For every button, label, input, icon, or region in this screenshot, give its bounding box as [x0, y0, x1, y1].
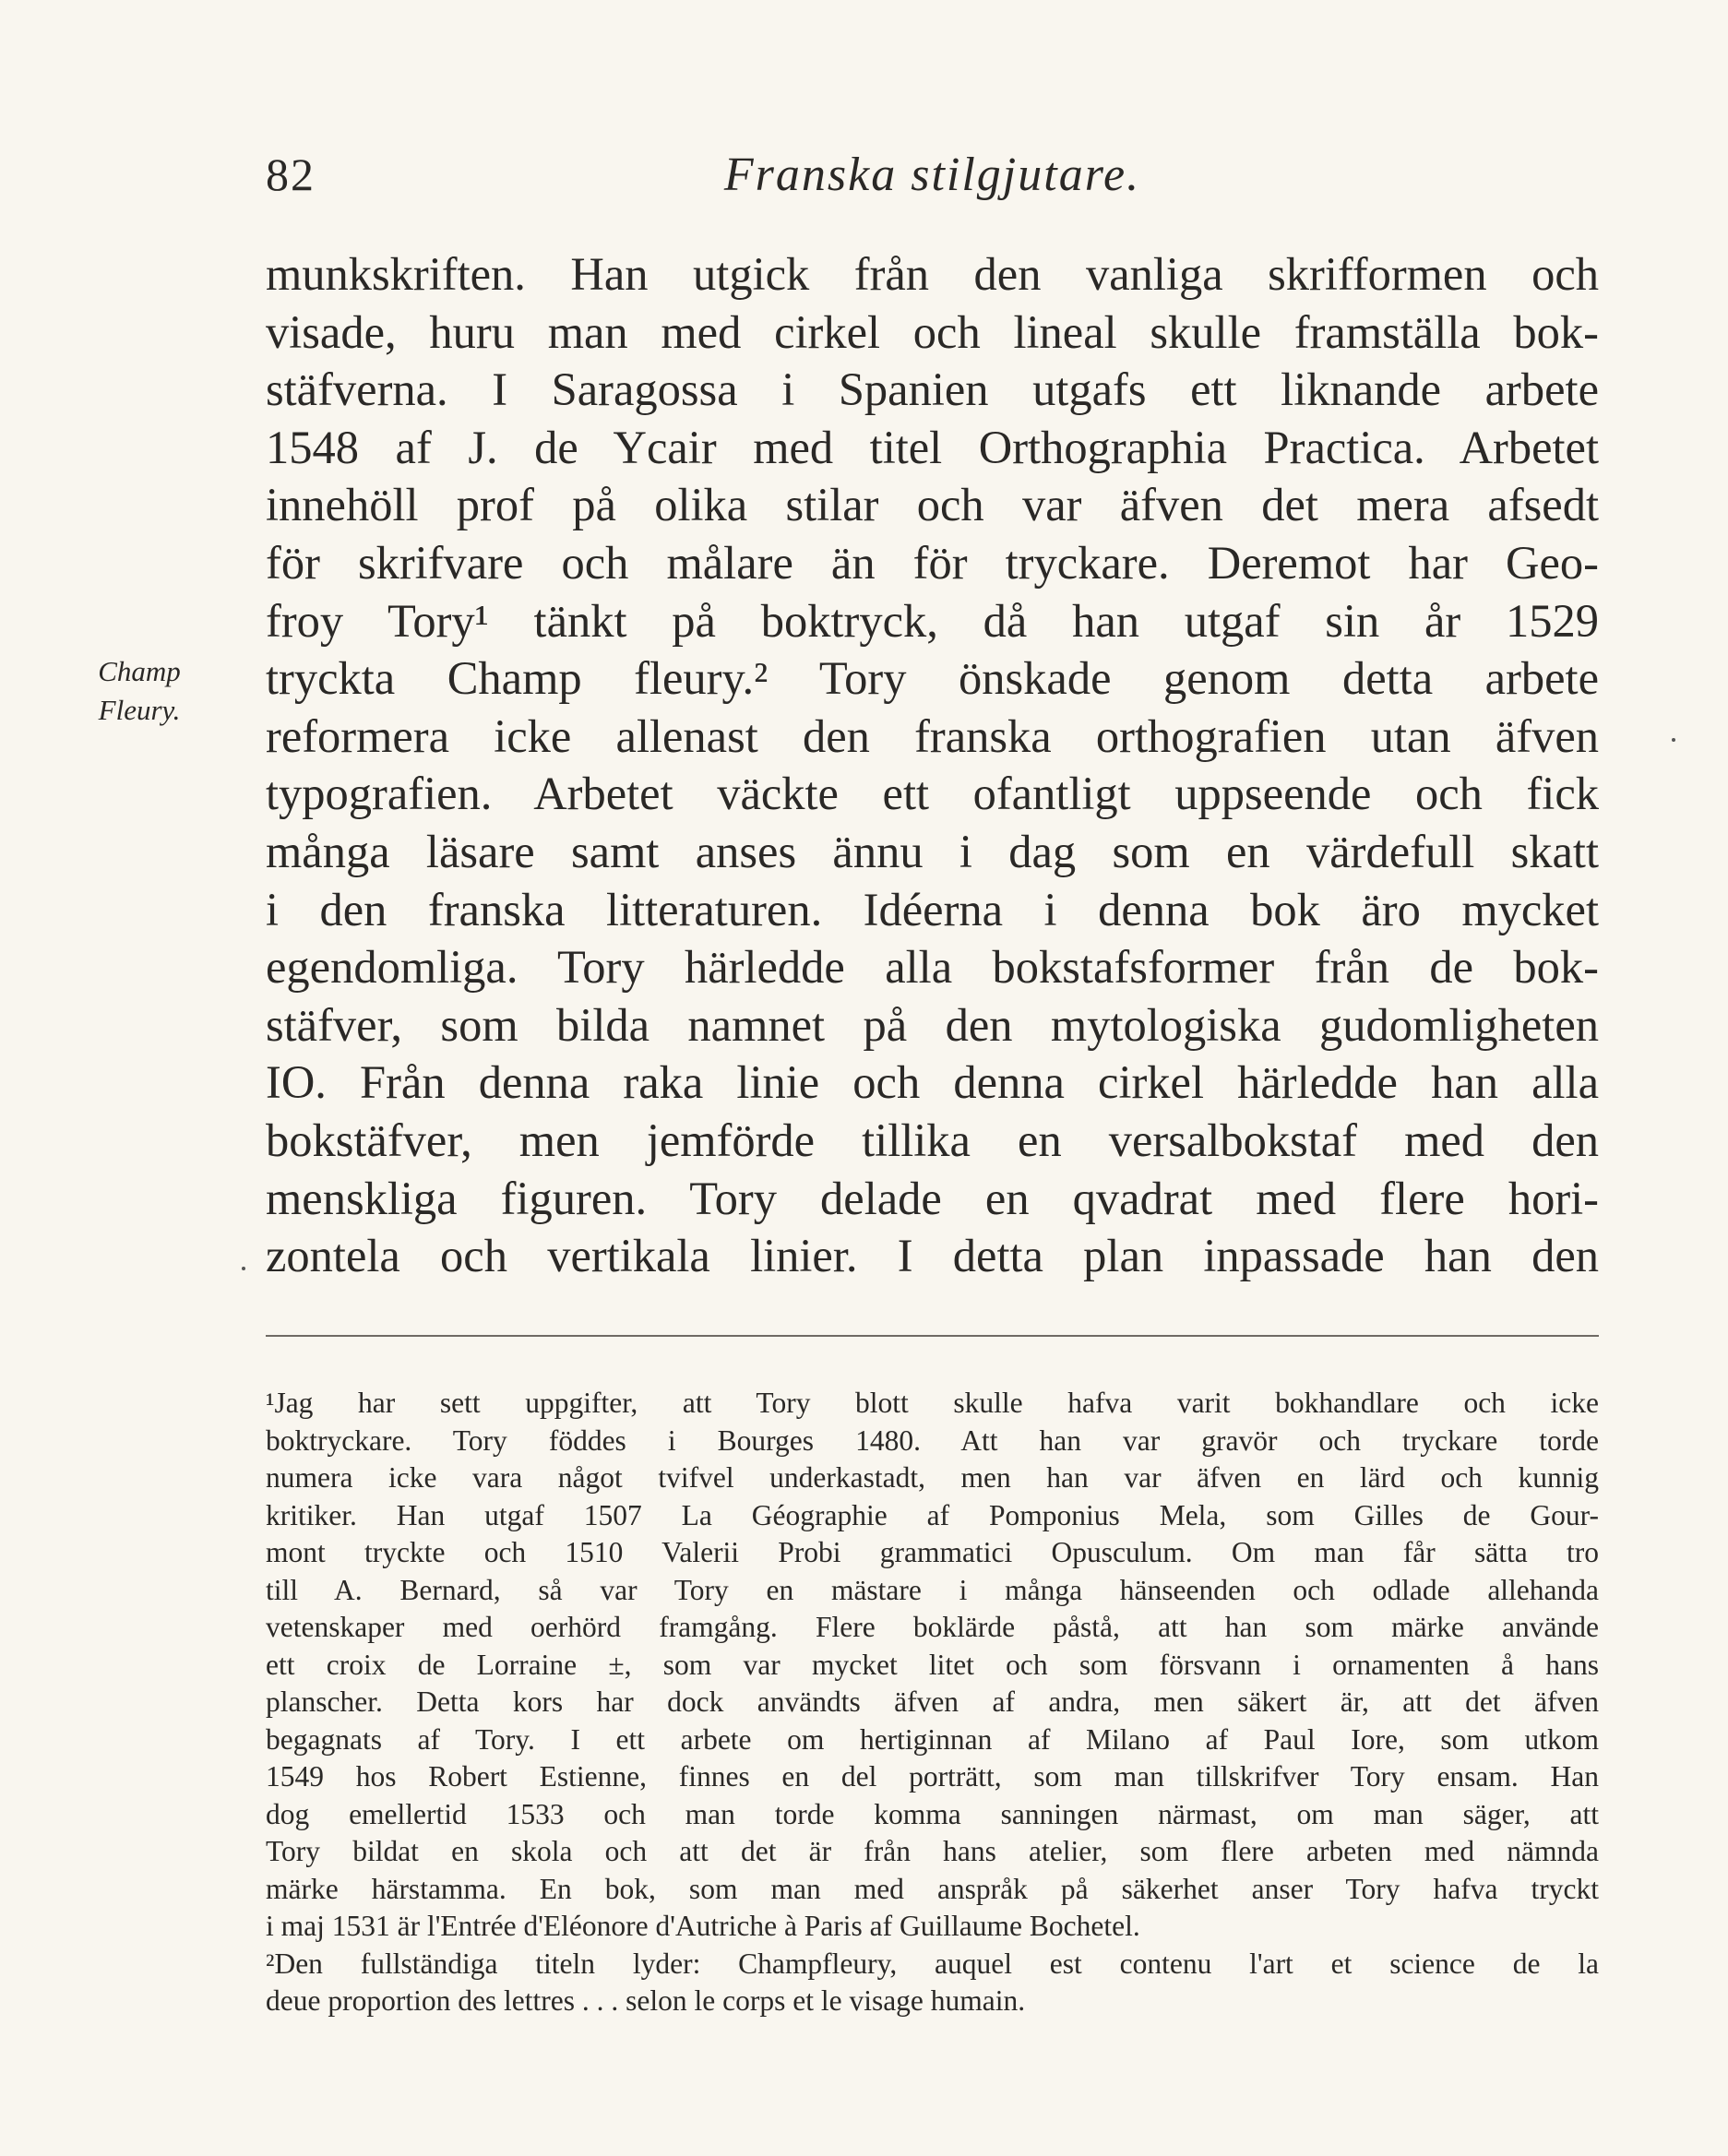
body-line: stäfver, som bilda namnet på den mytologiska gudomligheten: [266, 998, 1599, 1051]
body-line: reformera icke allenast den franska orthografien utan äfven: [266, 709, 1599, 762]
footnote-line: märke härstamma. En bok, som man med anspråk på säkerhet anser Tory hafva tryckt: [266, 1872, 1599, 1905]
footnote-line: ett croix de Lorraine ±, som var mycket litet och som försvann i ornamenten å hans: [266, 1648, 1599, 1681]
footnote-line: 1549 hos Robert Estienne, finnes en del porträtt, som man tillskrifver Tory ensam. Han: [266, 1760, 1599, 1793]
footnotes: [266, 1385, 1599, 2020]
footnote-line: Tory bildat en skola och att det är från hans atelier, som flere arbeten med nämnda: [266, 1835, 1599, 1867]
footnote-line: till A. Bernard, så var Tory en mästare i många hänseenden och odlade allehanda: [266, 1573, 1599, 1606]
paper-speck: [242, 1267, 245, 1270]
footnote-line: vetenskaper med oerhörd framgång. Flere boklärde påstå, att han som märke använde: [266, 1611, 1599, 1643]
body-line: munkskriften. Han utgick från den vanliga skrifformen och: [266, 248, 1599, 300]
footnote-line: ²Den fullständiga titeln lyder: Champfleury, auquel est contenu l'art et science de la: [266, 1947, 1599, 1980]
body-line: IO. Från denna raka linie och denna cirkel härledde han alla: [266, 1056, 1599, 1109]
page-header: [266, 148, 1599, 212]
body-line: i den franska litteraturen. Idéerna i denna bok äro mycket: [266, 883, 1599, 935]
page-number: 82: [266, 149, 316, 200]
body-line: för skrifvare och målare än för tryckare. Deremot har Geo-: [266, 536, 1599, 589]
footnote-line: kritiker. Han utgaf 1507 La Géographie af Pomponius Mela, som Gilles de Gour-: [266, 1498, 1599, 1531]
footnote-line: numera icke vara något tvifvel underkastadt, men han var äfven en lärd och kunnig: [266, 1461, 1599, 1494]
footnote-line: planscher. Detta kors har dock användts äfven af andra, men säkert är, att det äfven: [266, 1685, 1599, 1718]
body-line: menskliga figuren. Tory delade en qvadrat med flere hori-: [266, 1172, 1599, 1224]
body-line: bokstäfver, men jemförde tillika en versalbokstaf med den: [266, 1114, 1599, 1166]
footnote-line: deue proportion des lettres . . . selon le corps et le visage humain.: [266, 1984, 1026, 2017]
body-line: 1548 af J. de Ycair med titel Orthographia Practica. Arbetet: [266, 421, 1599, 473]
footnote-line: dog emellertid 1533 och man torde komma sanningen närmast, om man säger, att: [266, 1797, 1599, 1830]
footnote-line: ¹Jag har sett uppgifter, att Tory blott skulle hafva varit bokhandlare och icke: [266, 1387, 1599, 1419]
footnote-separator-rule: [266, 1335, 1599, 1337]
body-line: stäfverna. I Saragossa i Spanien utgafs ett liknande arbete: [266, 363, 1599, 416]
margin-note: [79, 652, 199, 730]
footnote-line: mont tryckte och 1510 Valerii Probi grammatici Opusculum. Om man får sätta tro: [266, 1536, 1599, 1568]
body-line: zontela och vertikala linier. I detta plan inpassade han den: [266, 1230, 1599, 1282]
running-title: Franska stilgjutare.: [723, 149, 1141, 201]
body-line: typografien. Arbetet väckte ett ofantligt uppseende och fick: [266, 768, 1599, 820]
body-line: tryckta Champ fleury.² Tory önskade genom detta arbete: [266, 652, 1599, 705]
footnote-line: boktryckare. Tory föddes i Bourges 1480. Att han var gravör och tryckare torde: [266, 1423, 1599, 1457]
footnote-line: i maj 1531 är l'Entrée d'Eléonore d'Autriche à Paris af Guillaume Bochetel.: [266, 1910, 1140, 1942]
body-text: [266, 245, 1599, 1285]
paper-speck: [1672, 738, 1675, 742]
footnote-line: begagnats af Tory. I ett arbete om hertiginnan af Milano af Paul Iore, som utkom: [266, 1722, 1599, 1756]
margin-note-line: Champ: [98, 655, 181, 687]
body-line: många läsare samt anses ännu i dag som en värdefull skatt: [266, 825, 1599, 877]
body-line: froy Tory¹ tänkt på boktryck, då han utgaf sin år 1529: [266, 594, 1599, 647]
body-line: egendomliga. Tory härledde alla bokstafsformer från de bok-: [266, 941, 1599, 994]
margin-note-line: Fleury.: [98, 694, 181, 726]
body-line: innehöll prof på olika stilar och var äfven det mera afsedt: [266, 479, 1599, 531]
body-line: visade, huru man med cirkel och lineal skulle framställa bok-: [266, 305, 1599, 358]
